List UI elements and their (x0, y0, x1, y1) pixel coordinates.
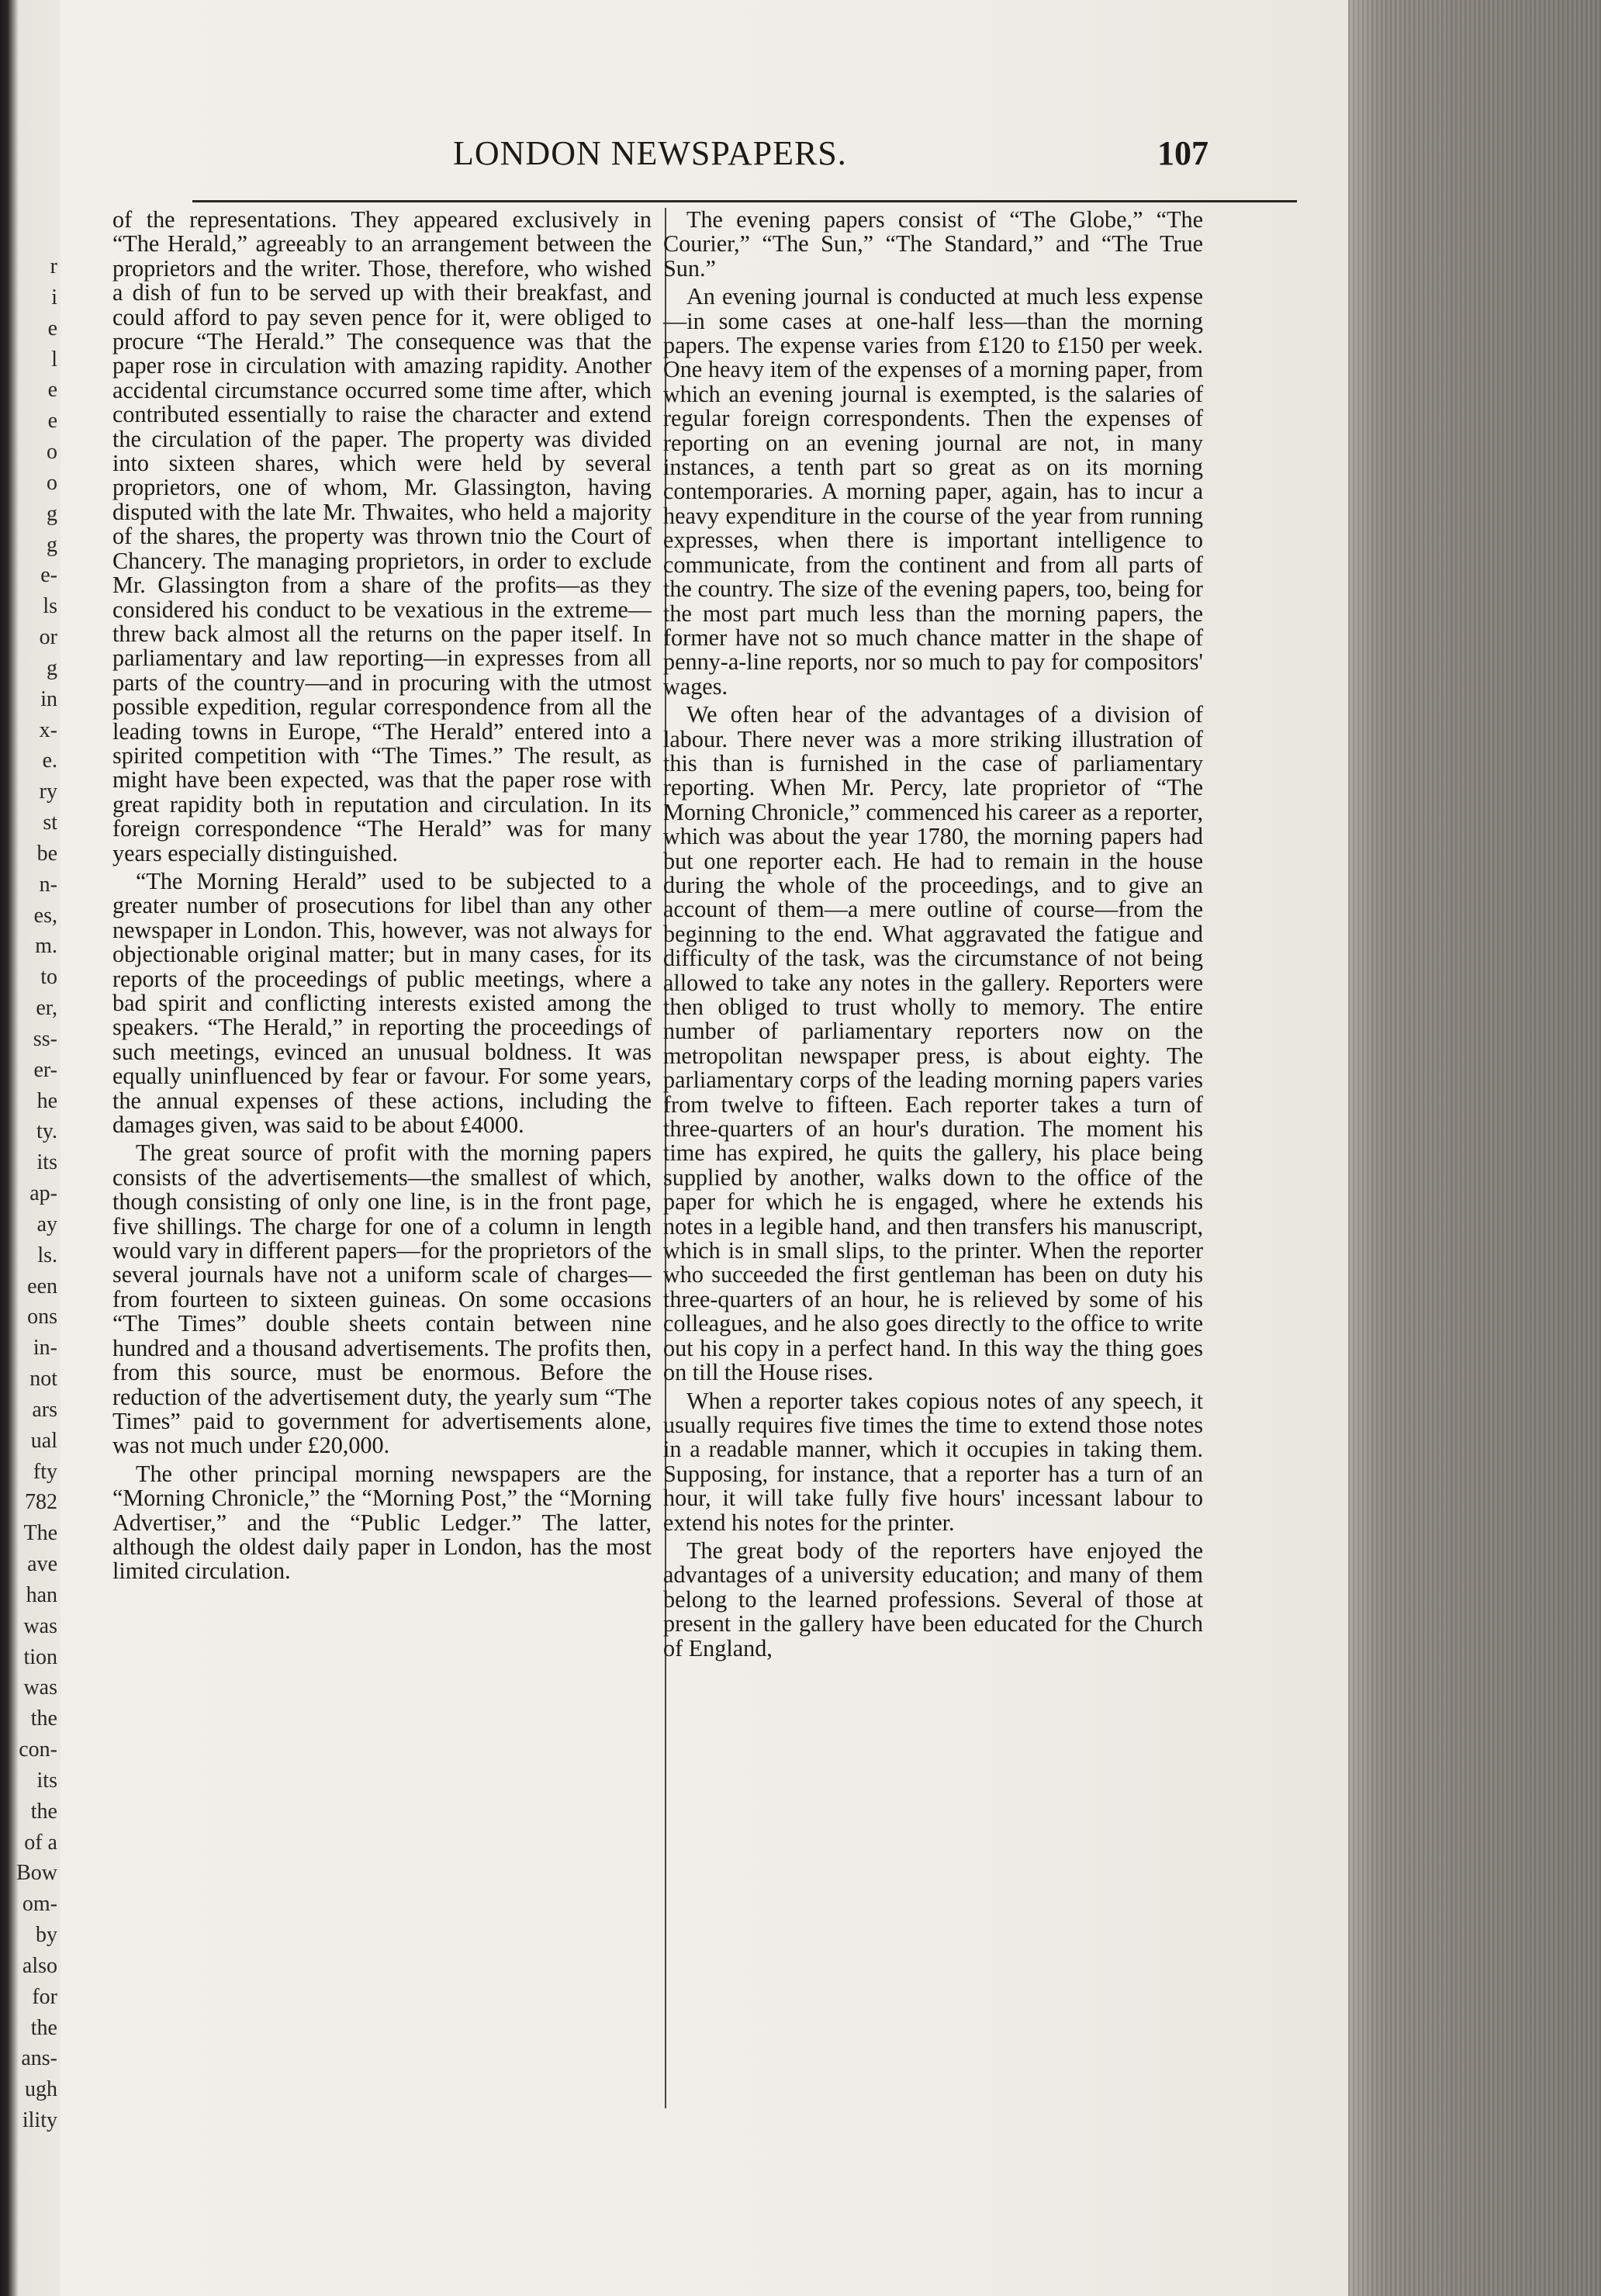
facing-page-fragment: for (32, 1985, 57, 2009)
facing-page-fragment: es, (33, 904, 57, 928)
facing-page-fragment: Bow (16, 1861, 57, 1885)
facing-page-fragment: con- (19, 1738, 57, 1762)
header-rule (192, 200, 1297, 202)
facing-page-fragment: ls. (37, 1243, 57, 1267)
facing-page-fragment: er, (36, 996, 57, 1020)
facing-page-fragment: of a (24, 1831, 57, 1855)
facing-page-fragment: ap- (29, 1181, 57, 1205)
facing-page-fragment: o (47, 471, 57, 495)
facing-page-fragment: n- (39, 873, 57, 897)
facing-page-fragment: ry (39, 780, 57, 804)
facing-page-fragment: fty (33, 1460, 57, 1484)
facing-page-fragment: er- (33, 1058, 57, 1082)
facing-page-fragment: han (26, 1583, 57, 1607)
paragraph: The other principal morning newspapers are the “Morning Chronicle,” the “Morning Post,” the “Morning Advertiser,” and the “Public Ledger.” The latter, although the oldest daily paper in London, has the most limited circulation. (112, 1460, 652, 1585)
facing-page-fragment: om- (22, 1892, 57, 1916)
facing-page-fragment: ility (22, 2108, 57, 2132)
left-column (112, 208, 652, 1584)
facing-page-fragment: or (39, 625, 57, 649)
facing-page-fragment: m. (35, 934, 57, 958)
facing-page-fragment: ls (43, 594, 57, 618)
facing-page-fragment: i (51, 285, 57, 309)
running-title: LONDON NEWSPAPERS. (453, 134, 847, 172)
facing-page-fragment: its (36, 1769, 57, 1793)
facing-page-fragment: the (30, 1800, 57, 1824)
paragraph: The great source of profit with the morning papers consists of the advertisements—the smallest of which, though consisting of only one line, is in the front page, five shillings. The charge for one of a column in length would vary in different papers—for the proprietors of the several journals have not a uniform scale of charges—from fourteen to sixteen guineas. On some occasions “The Times” double sheets contain between nine hundred and a thousand advertisements. The profits then, from this source, must be enormous. Before the reduction of the advertisement duty, the yearly sum “The Times” paid to government for advertisements alone, was not much under £20,000. (112, 1139, 652, 1459)
page-number: 107 (1157, 134, 1209, 172)
page-header (61, 130, 1348, 177)
facing-page-fragment: in- (33, 1336, 57, 1360)
facing-page-fragment: the (30, 1706, 57, 1731)
paragraph: The evening papers consist of “The Globe,” “The Courier,” “The Sun,” “The Standard,” and “The True Sun.” (663, 206, 1203, 282)
facing-page-fragment: 782 (25, 1490, 57, 1514)
facing-page-fragment: e (47, 316, 57, 341)
facing-page-fragment: o (47, 440, 57, 464)
facing-page-fragment: ars (32, 1398, 57, 1422)
facing-page-fragment: ave (27, 1552, 57, 1576)
facing-page-fragment: l (51, 348, 57, 372)
facing-page-fragment: ugh (25, 2077, 57, 2101)
facing-page-fragment: was (23, 1675, 57, 1700)
facing-page-fragment: the (30, 2016, 57, 2040)
facing-page-fragment: be (36, 842, 57, 866)
facing-page-fragment: was (23, 1614, 57, 1638)
facing-page-fragment: ans- (21, 2046, 57, 2070)
facing-page-fragment: ss- (33, 1027, 57, 1051)
paragraph: When a reporter takes copious notes of any speech, it usually requires five times the time to extend those notes in a readable manner, which it occupies in taking them. Supposing, for instance, that a reporter has a turn of an hour, it will take fully five hours' incessant labour to extend his notes for the printer. (663, 1387, 1203, 1536)
facing-page-fragment: to (40, 965, 57, 989)
facing-page-fragment: not (29, 1367, 57, 1391)
paragraph: We often hear of the advantages of a division of labour. There never was a more striking illustration of this than is furnished in the case of parliamentary reporting. When Mr. Percy, late proprietor of “The Morning Chronicle,” commenced his career as a reporter, which was about the year 1780, the morning papers had but one reporter each. He had to remain in the house during the whole of the proceedings, and to give an account of them—a mere outline of course—from the beginning to the end. What aggravated the fatigue and difficulty of the task, was the circumstance of not being allowed to take any notes in the gallery. Reporters were then obliged to trust wholly to memory. The entire number of parliamentary reporters now on the metropolitan newspaper press, is about eighty. The parliamentary corps of the leading morning papers varies from twelve to fifteen. Each reporter takes a turn of three-quarters of an hour's duration. The moment his time has expired, he quits the gallery, his place being supplied by another, walks down to the office of the paper for which he is engaged, where he extends his notes in a legible hand, and then transfers his manuscript, which is in small slips, to the printer. When the reporter who succeeded the first gentleman has been on duty his three-quarters of an hour, he is relieved by some of his colleagues, and he also goes directly to the office to write out his copy in a perfect hand. In this way the thing goes on till the House rises. (663, 701, 1203, 1386)
book-page (61, 0, 1348, 2296)
paragraph: The great body of the reporters have enjoyed the advantages of a university education; and many of them belong to the learned professions. Several of those at present in the gallery have been educated for the Church of England, (663, 1537, 1203, 1661)
facing-page-fragment: e. (42, 749, 57, 773)
facing-page-fragment: ty. (36, 1119, 57, 1143)
paragraph: “The Morning Herald” used to be subjected to a greater number of prosecutions for libel than any other newspaper in London. This, however, was not always for objectionable original matter; but in many cases, for its reports of the proceedings of public meetings, where a bad spirit and conflicting interests existed among the speakers. “The Herald,” in reporting the proceedings of such meetings, evinced an unusual boldness. It was equally uninfluenced by fear or favour. For some years, the annual expenses of these actions, including the damages given, was said to be about £4000. (112, 867, 652, 1139)
paragraph: of the representations. They appeared exclusively in “The Herald,” agreeably to an arrangement between the proprietors and the writer. Those, therefore, who wished a dish of fun to be served up with their breakfast, and could afford to pay seven pence for it, were obliged to procure “The Herald.” The consequence was that the paper rose in circulation with amazing rapidity. Another accidental circumstance occurred some time after, which contributed essentially to raise the character and extend the circulation of the paper. The property was divided into sixteen shares, which were held by several proprietors, one of whom, Mr. Glassington, having disputed with the late Mr. Thwaites, who held a majority of the shares, the property was thrown tnio the Court of Chancery. The managing proprietors, in order to exclude Mr. Glassington from a share of the profits—as they considered his conduct to be vexatious in the extreme—threw back almost all the returns on the paper itself. In parliamentary and law reporting—in expresses from all parts of the country—and in procuring with the utmost possible expedition, regular correspondence from all the leading towns in Europe, “The Herald” entered into a spirited competition with “The Times.” The result, as might have been expected, was that the paper rose with great rapidity both in reputation and circulation. In its foreign correspondence “The Herald” was for many years especially distinguished. (112, 206, 652, 866)
facing-page-fragment: e- (40, 563, 57, 587)
book-edge (1348, 0, 1601, 2296)
facing-page-fragment: ons (27, 1305, 57, 1329)
facing-page-fragment: e (47, 378, 57, 402)
facing-page-fragment: The (23, 1521, 57, 1545)
paragraph: An evening journal is conducted at much less expense—in some cases at one-half less—than the morning papers. The expense varies from £120 to £150 per week. One heavy item of the expenses of a morning paper, from which an evening journal is exempted, is the salaries of regular foreign correspondents. Then the expenses of reporting on an evening journal are not, in many instances, a tenth part so great as on its morning contemporaries. A morning paper, again, has to incur a heavy expenditure in the course of the year from running expresses, when there is important intelligence to communicate, from the continent and from all parts of the country. The size of the evening papers, too, being for the most part much less than the morning papers, the former have not so much chance matter in the shape of penny-a-line reports, nor so much to pay for compositors' wages. (663, 283, 1203, 700)
facing-page-fragment: also (22, 1954, 57, 1978)
facing-page-fragment: by (36, 1923, 57, 1947)
right-column (663, 208, 1203, 1661)
facing-page-fragment: he (36, 1089, 57, 1113)
facing-page-fragment: ual (30, 1429, 57, 1453)
facing-page-fragment: een (27, 1274, 57, 1298)
facing-page-fragment: tion (23, 1645, 57, 1669)
facing-page-fragment: g (47, 533, 57, 557)
facing-page-fragment: st (43, 811, 57, 835)
facing-page-fragment: g (47, 502, 57, 526)
facing-page-fragment: in (40, 687, 57, 711)
facing-page-fragment: r (50, 254, 57, 278)
facing-page-fragment: its (36, 1150, 57, 1174)
facing-page-edge (0, 0, 61, 2296)
facing-page-fragment: e (47, 409, 57, 433)
facing-page-fragment: x- (39, 718, 57, 742)
facing-page-fragment: ay (36, 1212, 57, 1236)
facing-page-fragment: g (47, 656, 57, 680)
